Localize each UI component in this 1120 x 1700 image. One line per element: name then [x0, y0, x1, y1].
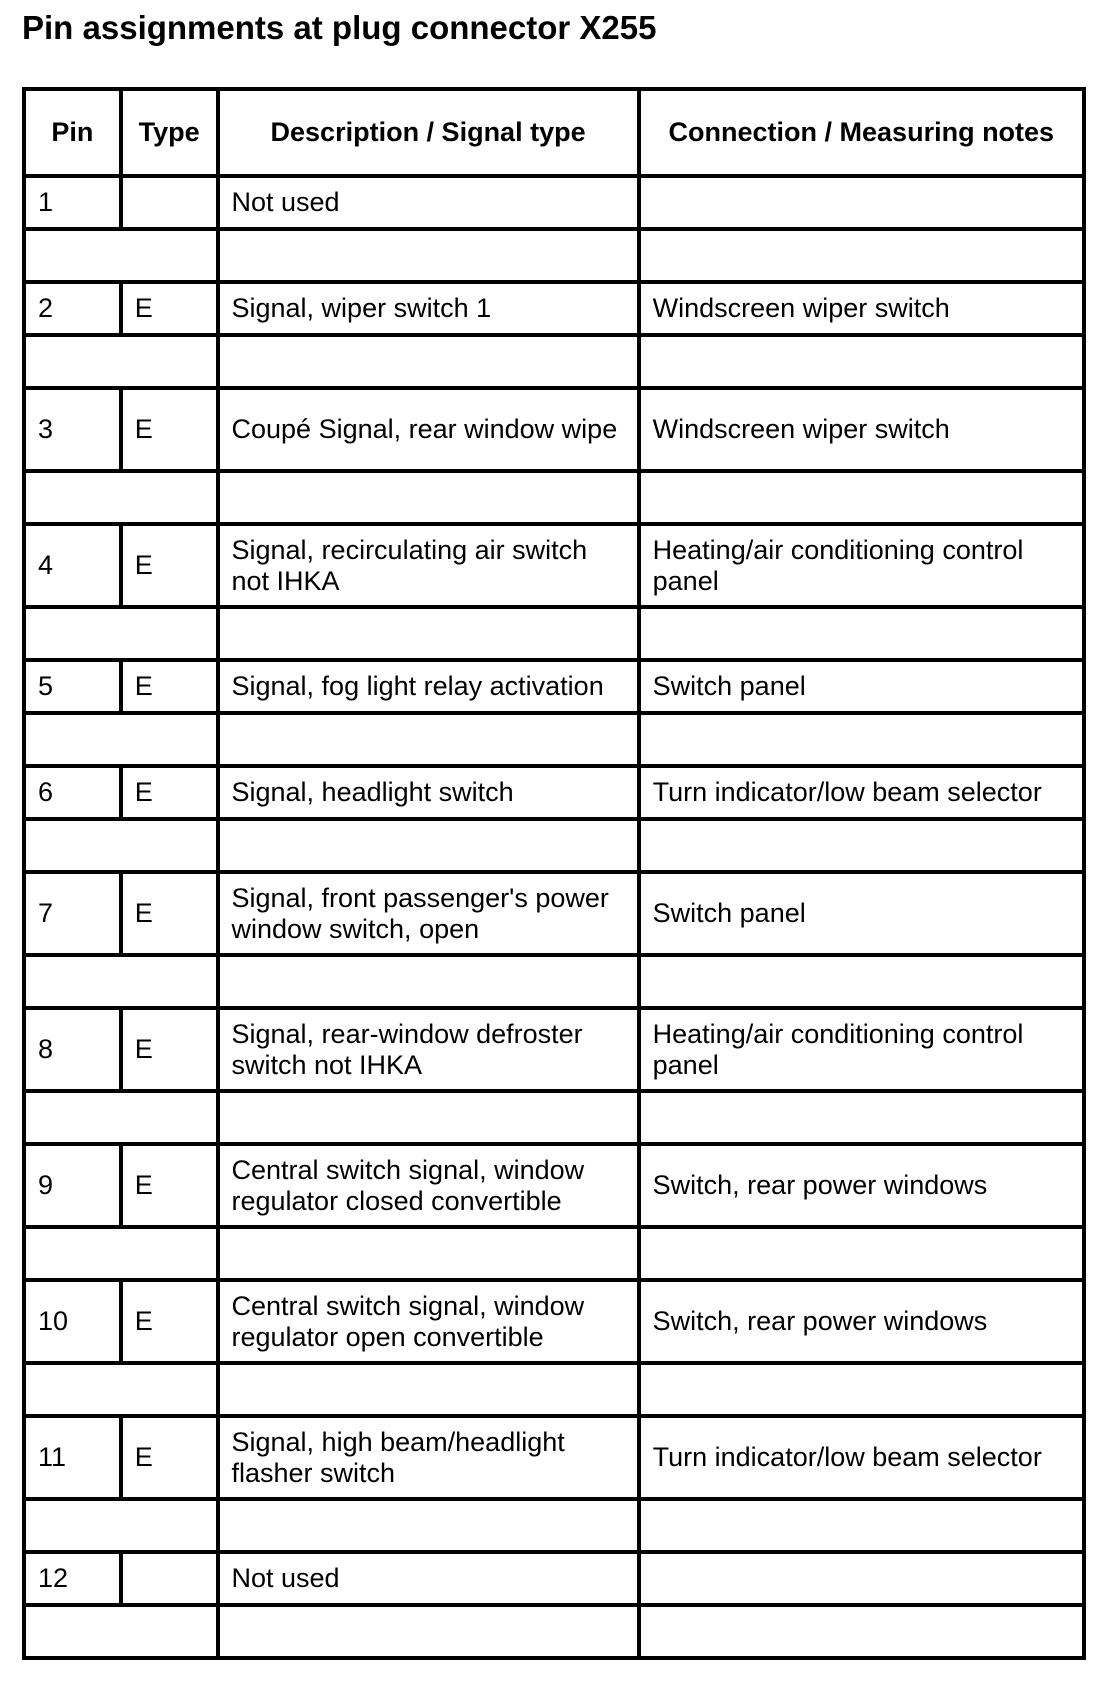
- spacer-cell: [218, 1091, 639, 1144]
- spacer-row: [24, 955, 1084, 1008]
- column-header-description: Description / Signal type: [218, 89, 639, 176]
- spacer-row: [24, 1091, 1084, 1144]
- connection-cell: Switch panel: [639, 660, 1084, 713]
- connection-cell: [639, 176, 1084, 229]
- column-header-connection: Connection / Measuring notes: [639, 89, 1084, 176]
- spacer-cell: [218, 335, 639, 388]
- spacer-cell: [24, 607, 218, 660]
- pin-cell: 7: [24, 872, 121, 955]
- type-cell: E: [121, 1008, 218, 1091]
- spacer-cell: [639, 819, 1084, 872]
- spacer-cell: [218, 955, 639, 1008]
- table-row: [24, 388, 1084, 471]
- spacer-row: [24, 1499, 1084, 1552]
- spacer-cell: [24, 713, 218, 766]
- description-cell: Signal, rear-window defroster switch not IHKA: [218, 1008, 639, 1091]
- spacer-cell: [24, 335, 218, 388]
- spacer-row: [24, 1363, 1084, 1416]
- column-header-pin: Pin: [24, 89, 121, 176]
- description-cell: Central switch signal, window regulator open convertible: [218, 1280, 639, 1363]
- column-header-type: Type: [121, 89, 218, 176]
- spacer-row: [24, 607, 1084, 660]
- spacer-cell: [218, 471, 639, 524]
- table-row: [24, 1552, 1084, 1605]
- pin-cell: 2: [24, 282, 121, 335]
- type-cell: E: [121, 524, 218, 607]
- connection-cell: Switch panel: [639, 872, 1084, 955]
- spacer-cell: [639, 955, 1084, 1008]
- type-cell: E: [121, 872, 218, 955]
- description-cell: Coupé Signal, rear window wipe: [218, 388, 639, 471]
- type-cell: E: [121, 1416, 218, 1499]
- description-cell: Signal, recirculating air switch not IHKA: [218, 524, 639, 607]
- spacer-cell: [639, 1605, 1084, 1658]
- connection-cell: Windscreen wiper switch: [639, 388, 1084, 471]
- spacer-cell: [24, 229, 218, 282]
- pin-assignment-table: [22, 87, 1086, 1660]
- spacer-row: [24, 229, 1084, 282]
- spacer-cell: [639, 1499, 1084, 1552]
- description-cell: Signal, wiper switch 1: [218, 282, 639, 335]
- connection-cell: Switch, rear power windows: [639, 1280, 1084, 1363]
- connection-cell: Turn indicator/low beam selector: [639, 1416, 1084, 1499]
- spacer-cell: [639, 335, 1084, 388]
- pin-table-container: [22, 87, 1086, 1700]
- pin-cell: 12: [24, 1552, 121, 1605]
- table-row: [24, 176, 1084, 229]
- table-row: [24, 1008, 1084, 1091]
- pin-cell: 8: [24, 1008, 121, 1091]
- description-cell: Signal, high beam/headlight flasher switch: [218, 1416, 639, 1499]
- spacer-cell: [24, 819, 218, 872]
- connection-cell: Heating/air conditioning control panel: [639, 1008, 1084, 1091]
- description-cell: Not used: [218, 176, 639, 229]
- spacer-row: [24, 1605, 1084, 1658]
- connection-cell: Switch, rear power windows: [639, 1144, 1084, 1227]
- table-row: [24, 1280, 1084, 1363]
- type-cell: [121, 176, 218, 229]
- table-row: [24, 872, 1084, 955]
- spacer-cell: [24, 955, 218, 1008]
- spacer-cell: [24, 471, 218, 524]
- table-row: [24, 1416, 1084, 1499]
- table-header-row: [24, 89, 1084, 176]
- table-row: [24, 524, 1084, 607]
- spacer-cell: [218, 819, 639, 872]
- description-cell: Not used: [218, 1552, 639, 1605]
- connection-cell: Turn indicator/low beam selector: [639, 766, 1084, 819]
- pin-cell: 10: [24, 1280, 121, 1363]
- spacer-cell: [24, 1499, 218, 1552]
- description-cell: Signal, front passenger's power window switch, open: [218, 872, 639, 955]
- pin-cell: 9: [24, 1144, 121, 1227]
- page-title: Pin assignments at plug connector X255: [22, 9, 657, 46]
- type-cell: E: [121, 660, 218, 713]
- spacer-row: [24, 1227, 1084, 1280]
- connection-cell: [639, 1552, 1084, 1605]
- table-body: [24, 176, 1084, 1658]
- spacer-cell: [24, 1227, 218, 1280]
- description-cell: Signal, headlight switch: [218, 766, 639, 819]
- pin-cell: 1: [24, 176, 121, 229]
- table-row: [24, 1144, 1084, 1227]
- spacer-cell: [639, 1227, 1084, 1280]
- spacer-cell: [218, 229, 639, 282]
- type-cell: E: [121, 282, 218, 335]
- pin-cell: 4: [24, 524, 121, 607]
- spacer-cell: [639, 229, 1084, 282]
- spacer-cell: [24, 1091, 218, 1144]
- spacer-cell: [218, 1227, 639, 1280]
- type-cell: E: [121, 1280, 218, 1363]
- spacer-cell: [218, 1363, 639, 1416]
- table-row: [24, 766, 1084, 819]
- table-row: [24, 660, 1084, 713]
- spacer-cell: [639, 471, 1084, 524]
- spacer-cell: [639, 713, 1084, 766]
- pin-cell: 6: [24, 766, 121, 819]
- pin-cell: 3: [24, 388, 121, 471]
- type-cell: E: [121, 1144, 218, 1227]
- description-cell: Signal, fog light relay activation: [218, 660, 639, 713]
- spacer-cell: [218, 713, 639, 766]
- spacer-cell: [639, 1091, 1084, 1144]
- spacer-cell: [218, 1605, 639, 1658]
- type-cell: E: [121, 388, 218, 471]
- spacer-row: [24, 335, 1084, 388]
- pin-cell: 5: [24, 660, 121, 713]
- spacer-cell: [24, 1363, 218, 1416]
- spacer-cell: [639, 1363, 1084, 1416]
- description-cell: Central switch signal, window regulator closed convertible: [218, 1144, 639, 1227]
- spacer-row: [24, 471, 1084, 524]
- spacer-row: [24, 713, 1084, 766]
- spacer-cell: [24, 1605, 218, 1658]
- pin-cell: 11: [24, 1416, 121, 1499]
- spacer-row: [24, 819, 1084, 872]
- table-row: [24, 282, 1084, 335]
- spacer-cell: [218, 607, 639, 660]
- spacer-cell: [218, 1499, 639, 1552]
- connection-cell: Windscreen wiper switch: [639, 282, 1084, 335]
- connection-cell: Heating/air conditioning control panel: [639, 524, 1084, 607]
- spacer-cell: [639, 607, 1084, 660]
- type-cell: [121, 1552, 218, 1605]
- type-cell: E: [121, 766, 218, 819]
